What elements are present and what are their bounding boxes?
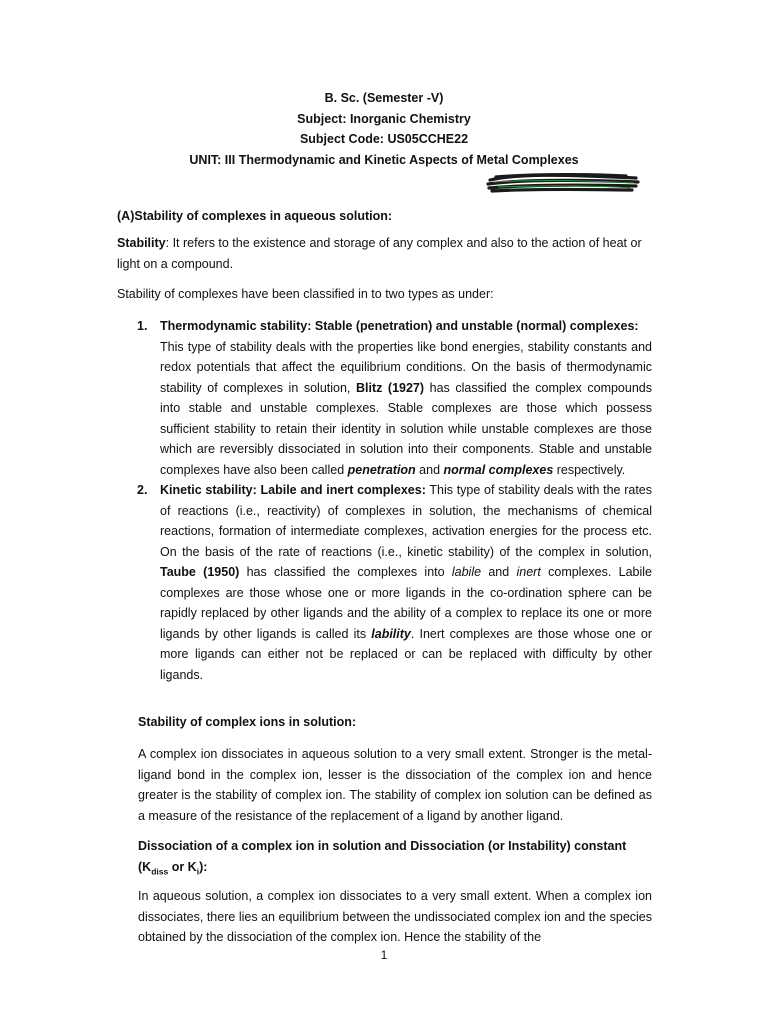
heading-text: or K — [168, 859, 197, 874]
item-text: and — [481, 565, 517, 579]
heading-text: Dissociation of a complex ion in solution and Dissociation (or Instability) constant (K — [138, 839, 627, 874]
term-inert: inert — [516, 565, 541, 579]
term-lability: lability — [371, 626, 411, 641]
item-text: has classified the complex compounds into stable and unstable complexes. Stable complexes are those which possess sufficient stability to retain their identity in solution while unstable complexes are those which are reversibly dissociated in solution into their components. Stable and unstable complexes have also been called — [160, 380, 652, 477]
item-number: 2. — [137, 483, 148, 497]
item-text: complexes. Labile complexes are those whose one or more ligands in the co-ordination sphere can be rapidly replaced by other ligands and the ability of a complex to replace its one or more ligands by other ligands is called its — [160, 565, 652, 641]
classification-intro: Stability of complexes have been classified in to two types as under: — [117, 287, 494, 301]
item-text: respectively. — [553, 462, 626, 477]
subscript-i: i — [196, 866, 200, 876]
redaction-scribble — [486, 170, 642, 198]
item-text: This type of stability deals with the rates of reactions (i.e., reactivity) of complexes in solution, the mechanisms of chemical reactions, formation of intermediate complexes, activation energies for the process etc. On the basis of the rate of reactions (i.e., kinetic stability) of the complex in solution, — [160, 483, 652, 559]
complex-ions-heading: Stability of complex ions in solution: — [138, 715, 357, 729]
item-title: Kinetic stability: Labile and inert complexes: — [160, 483, 426, 497]
document-header — [0, 88, 768, 170]
subscript-diss: diss — [151, 866, 169, 876]
item-text: and — [415, 462, 444, 477]
author-taube: Taube (1950) — [160, 565, 240, 579]
stability-definition — [117, 233, 652, 274]
section-a-heading: (A)Stability of complexes in aqueous solution: — [117, 209, 393, 223]
heading-text: ): — [199, 859, 208, 874]
subject-line: Subject: Inorganic Chemistry — [297, 111, 471, 126]
stability-term: Stability — [117, 236, 166, 250]
page-number: 1 — [380, 948, 388, 962]
item-text: has classified the complexes into — [239, 565, 452, 579]
complex-ions-paragraph: A complex ion dissociates in aqueous solution to a very small extent. Stronger is the metal-ligand bond in the complex ion, lesser is the dissociation of the complex ion and hence greater is the stability of complex ion. The stability of complex ion solution can be defined as a measure of the resistance of the replacement of a ligand by another ligand. — [138, 747, 652, 823]
dissociation-paragraph: In aqueous solution, a complex ion dissociates to a very small extent. When a complex ion dissociates, there lies an equilibrium between the undissociated complex ion and the species obtained by the dissociation of the complex ion. Hence the stability of the — [138, 889, 652, 944]
dissociation-heading — [138, 836, 652, 877]
subject-code-line: Subject Code: US05CCHE22 — [299, 132, 469, 146]
semester-line: B. Sc. (Semester -V) — [324, 91, 444, 105]
item-number: 1. — [137, 319, 148, 333]
list-item — [117, 316, 652, 480]
item-text: . Inert complexes are those whose one or more ligands can either not be replaced or can be replaced with difficulty by other ligands. — [160, 626, 652, 682]
stability-types-list — [117, 316, 652, 685]
list-item — [117, 480, 652, 685]
unit-title: UNIT: III Thermodynamic and Kinetic Aspects of Metal Complexes — [189, 152, 579, 167]
author-blitz: Blitz (1927) — [355, 380, 425, 395]
term-labile: labile — [451, 565, 482, 579]
term-penetration: penetration — [347, 462, 416, 477]
stability-text: : It refers to the existence and storage of any complex and also to the action of heat or light on a compound. — [117, 236, 642, 271]
term-normal-complexes: normal complexes — [443, 462, 554, 477]
item-text: This type of stability deals with the properties like bond energies, stability constants and redox potentials that affect the equilibrium conditions. On the basis of thermodynamic stability of complexes in solution, — [160, 339, 652, 395]
item-title: Thermodynamic stability: Stable (penetration) and unstable (normal) complexes: — [160, 319, 639, 333]
